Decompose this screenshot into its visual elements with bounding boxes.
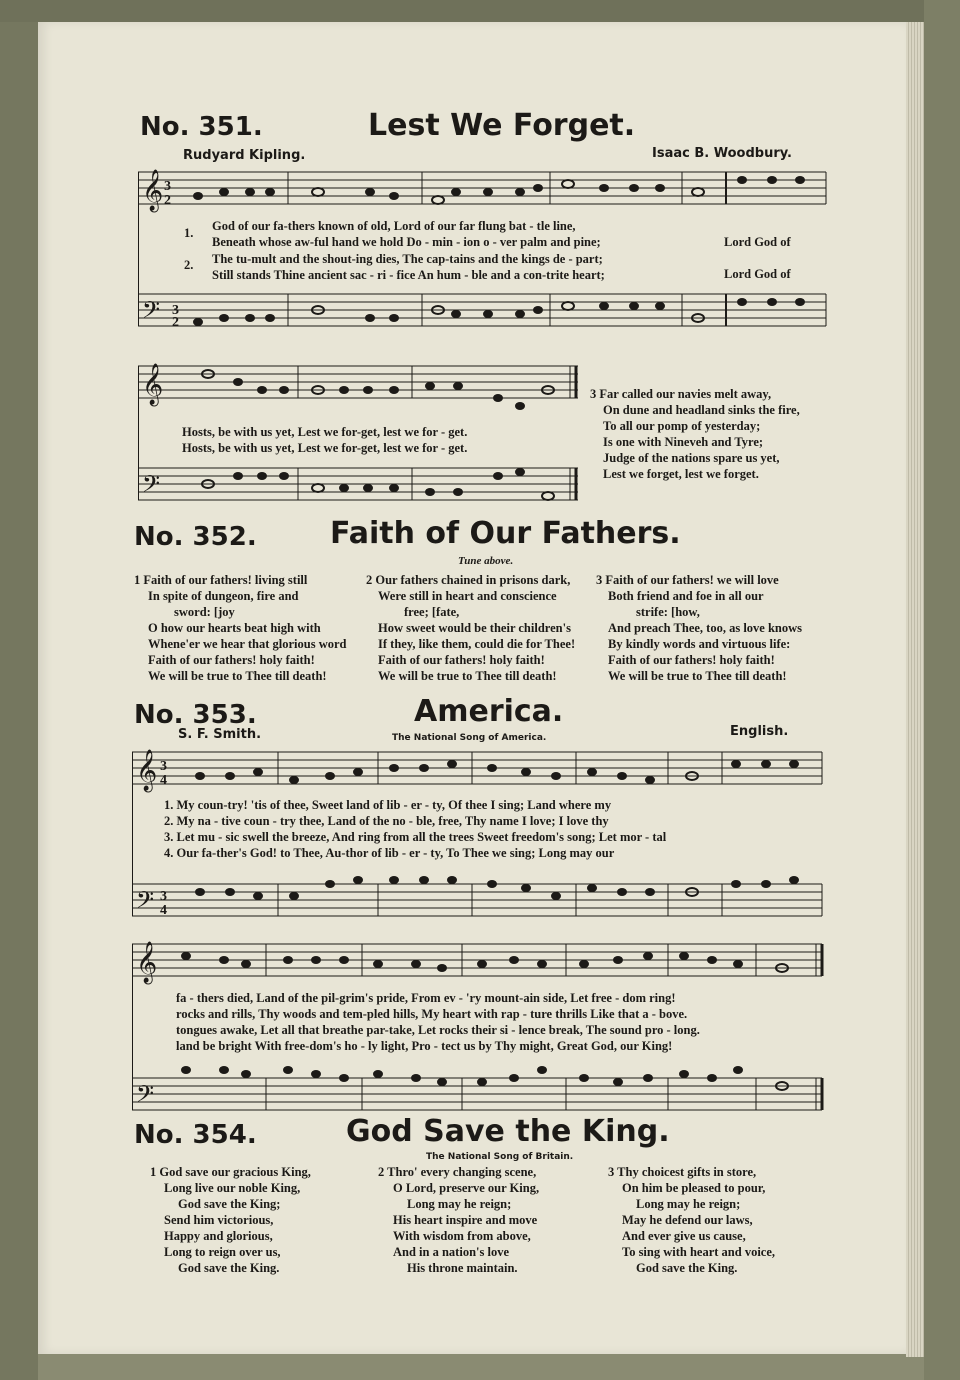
hymn-352-col1-line-6: Faith of our fathers! holy faith!	[148, 653, 315, 667]
hymn-354-col3-line-6: To sing with heart and voice,	[622, 1245, 776, 1259]
hymn-351-lyric-2b: Still stands Thine ancient sac - ri - fice An hum - ble and a con-trite heart;	[212, 268, 605, 282]
hymn-351-verse-3-line-1: 3 Far called our navies melt away,	[590, 387, 772, 401]
hymn-352-col1-line-4: O how our hearts beat high with	[148, 621, 321, 635]
page-edges	[906, 22, 924, 1357]
hymn-352-col2-line-5: If they, like them, could die for Thee!	[378, 637, 576, 651]
hymn-351-lyric-1b: Beneath whose aw-ful hand we hold Do - min - ion o - ver palm and pine;	[212, 235, 601, 249]
hymn-352-col2-line-3: free; [fate,	[404, 605, 460, 619]
hymn-352-col1-line-3: sword: [joy	[174, 605, 235, 619]
hymn-352-col3-line-7: We will be true to Thee till death!	[608, 669, 787, 683]
hymn-354-col1-line-3: God save the King;	[178, 1197, 281, 1211]
hymn-352-col3-line-6: Faith of our fathers! holy faith!	[608, 653, 775, 667]
hymn-352-number: No. 352.	[134, 522, 257, 552]
hymn-352-col2-line-6: Faith of our fathers! holy faith!	[378, 653, 545, 667]
hymn-354-col1-line-5: Happy and glorious,	[164, 1229, 273, 1243]
hymn-354-col1-line-7: God save the King.	[178, 1261, 280, 1275]
book-cover-right	[924, 0, 960, 1380]
hymn-351-lyric-2a: The tu-mult and the shout-ing dies, The cap-tains and the kings de - part;	[212, 252, 603, 266]
svg-text:3: 3	[160, 889, 167, 904]
hymn-354-col1-line-1: 1 God save our gracious King,	[150, 1165, 311, 1179]
hymn-354-col1-line-6: Long to reign over us,	[164, 1245, 281, 1259]
hymn-353-lyric-7: tongues awake, Let all that breathe par-take, Let rocks their si - lence break, The sound pro - long.	[176, 1023, 700, 1037]
svg-text:𝄞: 𝄞	[142, 170, 164, 211]
hymn-352-col2-line-7: We will be true to Thee till death!	[378, 669, 557, 683]
hymn-354-col3-line-4: May he defend our laws,	[622, 1213, 753, 1227]
hymn-354-col2-line-4: His heart inspire and move	[393, 1213, 538, 1227]
book-binding-top	[0, 0, 960, 22]
hymn-353-lyric-2: 2. My na - tive coun - try thee, Land of the no - ble, free, Thy name I love; I love thy	[164, 814, 609, 828]
svg-text:3: 3	[172, 303, 179, 318]
hymn-352-col1-line-5: Whene'er we hear that glorious word	[148, 637, 347, 651]
hymn-351-hosts-line-2: Hosts, be with us yet, Lest we for-get, lest we for - get.	[182, 441, 468, 455]
hymn-353-lyric-3: 3. Let mu - sic swell the breeze, And ring from all the trees Sweet freedom's song; Let mor - tal	[164, 830, 667, 844]
hymn-353-lyric-5: fa - thers died, Land of the pil-grim's pride, From ev - 'ry mount-ain side, Let free - dom ring!	[176, 991, 676, 1005]
hymn-353-title: America.	[414, 694, 564, 729]
hymn-354-col2-line-3: Long may he reign;	[407, 1197, 512, 1211]
svg-text:𝄢: 𝄢	[142, 470, 161, 503]
hymn-352-col3-line-2: Both friend and foe in all our	[608, 589, 764, 603]
hymn-352-title: Faith of Our Fathers.	[330, 516, 681, 551]
hymn-351-title: Lest We Forget.	[368, 108, 636, 143]
hymn-352-col3-line-1: 3 Faith of our fathers! we will love	[596, 573, 779, 587]
hymn-351-hosts-line-1: Hosts, be with us yet, Lest we for-get, lest we for - get.	[182, 425, 468, 439]
hymn-351-verse-3-line-2: On dune and headland sinks the fire,	[603, 403, 800, 417]
hymn-351-verse-3-line-4: Is one with Nineveh and Tyre;	[603, 435, 764, 449]
svg-text:𝄞: 𝄞	[142, 364, 164, 405]
hymn-354-col2-line-1: 2 Thro' every changing scene,	[378, 1165, 537, 1179]
svg-text:𝄢: 𝄢	[136, 1080, 155, 1113]
svg-text:𝄢: 𝄢	[142, 296, 161, 329]
svg-text:𝄞: 𝄞	[136, 942, 158, 983]
hymn-354-col1-line-4: Send him victorious,	[164, 1213, 274, 1227]
hymn-352-col3-line-4: And preach Thee, too, as love knows	[608, 621, 803, 635]
hymn-354-title: God Save the King.	[346, 1114, 670, 1149]
hymn-351-refrain-tail-2: Lord God of	[724, 267, 791, 281]
hymn-352-col1-line-2: In spite of dungeon, fire and	[148, 589, 299, 603]
hymn-352-col3-line-3: strife: [how,	[636, 605, 700, 619]
hymn-352-col1-line-7: We will be true to Thee till death!	[148, 669, 327, 683]
hymn-351-verse-3-line-5: Judge of the nations spare us yet,	[603, 451, 780, 465]
svg-text:𝄢: 𝄢	[136, 886, 155, 919]
svg-text:2: 2	[172, 315, 179, 330]
hymn-351-verse-2-number: 2.	[184, 258, 194, 272]
hymn-351-lyric-1a: God of our fa-thers known of old, Lord of our far flung bat - tle line,	[212, 219, 576, 233]
hymn-354-col2-line-2: O Lord, preserve our King,	[393, 1181, 540, 1195]
hymn-354-subtitle: The National Song of Britain.	[426, 1152, 574, 1162]
hymn-354-col3-line-1: 3 Thy choicest gifts in store,	[608, 1165, 757, 1179]
hymn-353-author: S. F. Smith.	[178, 727, 262, 742]
hymn-353-lyric-6: rocks and rills, Thy woods and tem-pled hills, My heart with rap - ture thrills Like that a - bove.	[176, 1007, 688, 1021]
hymn-354-col1-line-2: Long live our noble King,	[164, 1181, 301, 1195]
svg-text:4: 4	[160, 903, 167, 918]
hymn-351-verse-3-line-3: To all our pomp of yesterday;	[603, 419, 761, 433]
hymn-352-col2-line-1: 2 Our fathers chained in prisons dark,	[366, 573, 571, 587]
hymn-352-col3-line-5: By kindly words and virtuous life:	[608, 637, 791, 651]
svg-text:3: 3	[160, 759, 167, 774]
svg-text:3: 3	[164, 179, 171, 194]
hymn-351-verse-1-number: 1.	[184, 226, 194, 240]
hymn-351-number: No. 351.	[140, 112, 263, 142]
hymn-354-col2-line-7: His throne maintain.	[407, 1261, 518, 1275]
hymn-351-verse-3-line-6: Lest we forget, lest we forget.	[603, 467, 759, 481]
hymn-353-number: No. 353.	[134, 700, 257, 730]
hymn-352-col1-line-1: 1 Faith of our fathers! living still	[134, 573, 308, 587]
hymn-353-composer: English.	[730, 724, 789, 739]
hymn-353-lyric-1: 1. My coun-try! 'tis of thee, Sweet land of lib - er - ty, Of thee I sing; Land where my	[164, 798, 612, 812]
svg-text:2: 2	[164, 193, 171, 208]
hymn-354-col3-line-5: And ever give us cause,	[622, 1229, 746, 1243]
svg-text:4: 4	[160, 773, 167, 788]
hymn-352-col2-line-4: How sweet would be their children's	[378, 621, 571, 635]
hymn-354-col3-line-7: God save the King.	[636, 1261, 738, 1275]
hymn-351-author: Rudyard Kipling.	[183, 148, 306, 163]
hymn-354-col2-line-6: And in a nation's love	[393, 1245, 510, 1259]
hymn-353-lyric-8: land be bright With free-dom's ho - ly light, Pro - tect us by Thy might, Great God, our King!	[176, 1039, 673, 1053]
hymn-351-refrain-tail-1: Lord God of	[724, 235, 791, 249]
svg-text:𝄞: 𝄞	[136, 750, 158, 791]
hymn-354-col2-line-5: With wisdom from above,	[393, 1229, 531, 1243]
hymn-353-subtitle: The National Song of America.	[392, 733, 547, 743]
hymn-352-col2-line-2: Were still in heart and conscience	[378, 589, 557, 603]
hymn-354-col3-line-3: Long may he reign;	[636, 1197, 741, 1211]
hymn-354-number: No. 354.	[134, 1120, 257, 1150]
hymn-353-lyric-4: 4. Our fa-ther's God! to Thee, Au-thor of lib - er - ty, To Thee we sing; Long may our	[164, 846, 615, 860]
hymn-351-composer: Isaac B. Woodbury.	[652, 146, 792, 161]
hymn-352-tune-note: Tune above.	[458, 555, 514, 567]
hymn-354-col3-line-2: On him be pleased to pour,	[622, 1181, 766, 1195]
book-cover-left	[0, 22, 38, 1380]
